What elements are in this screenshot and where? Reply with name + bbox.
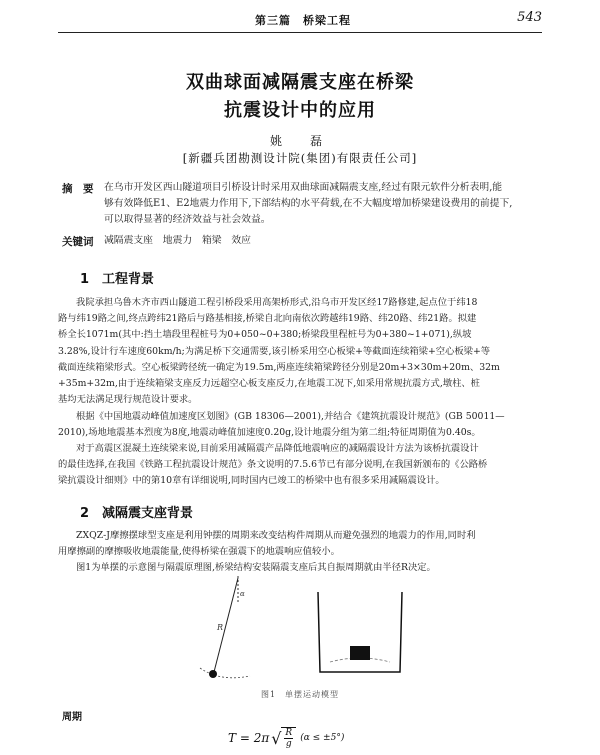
body-line: 对于高震区混凝土连续梁来说,目前采用减隔震产品降低地震响应的减隔震设计方法为该桥抗震设计 [76,443,479,454]
formula-denominator: g [285,739,292,749]
body-line: 梁抗震设计细则》中的第10章有详细说明,同时国内已竣工的桥梁中也有很多采用减隔震设计。 [58,475,445,486]
sqrt-icon: √ [271,728,282,748]
radius-label: R [217,623,224,632]
running-header [0,6,600,28]
body-line: 3.28%,设计行车速度60km/h;为满足桥下交通需要,该引桥采用空心板梁+等截面连续箱梁+空心板梁+等 [58,346,491,357]
sliding-mass [350,646,370,660]
swing-arc [200,668,250,678]
body-line: 图1为单摆的示意图与隔震原理图,桥梁结构安装隔震支座后其自振周期就由半径R决定。 [76,562,436,573]
isolator-diagram [318,592,402,672]
body-line: 用摩擦副的摩擦吸收地震能量,使得桥梁在强震下的地震响应值较小。 [58,546,340,557]
paper-title-line1: 双曲球面减隔震支座在桥梁 [186,72,414,93]
body-line: 截面连续箱梁形式。空心板梁跨径统一确定为19.5m,两座连续箱梁跨径分别是20m+3×30m+20m、32m [58,362,500,373]
body-line: 2010),场地地震基本烈度为8度,地震动峰值加速度0.20g,设计地震分组为第二组;特征周期值为0.40s。 [58,427,481,438]
figure-caption: 图1 单摆运动模型 [260,690,340,699]
abstract-line: 可以取得显著的经济效益与社会效益。 [104,214,271,225]
header-rule [58,32,542,33]
period-formula [228,724,344,752]
body-line: 的最佳选择,在我国《铁路工程抗震设计规范》条文说明的7.5.6节已有部分说明,在我国新颁布的《公路桥 [58,459,488,470]
keywords-text: 减隔震支座 地震力 箱梁 效应 [104,235,251,246]
abstract-label: 摘 要 [62,183,94,195]
abstract-line: 够有效降低E1、E2地震力作用下,下部结构的水平荷载,在不大幅度增加桥梁建设费用的前提下, [104,198,513,209]
pendulum-diagram [200,576,250,678]
keywords-label: 关键词 [62,236,94,248]
body-line: +35m+32m,由于连续箱梁支座反力远超空心板支座反力,在地震工况下,如采用常规抗震方式,墩柱、桩 [58,378,480,389]
paper-title-line2: 抗震设计中的应用 [224,100,376,121]
formula-fraction [281,727,296,749]
section2-heading: 2 减隔震支座背景 [80,506,194,521]
alpha-label: α [240,590,245,598]
chapter-header: 第三篇 桥梁工程 [255,14,351,27]
formula-numerator: R [285,728,293,738]
body-line: 根据《中国地震动峰值加速度区划图》(GB 18306—2001),并结合《建筑抗震设计规范》(GB 50011— [76,411,505,422]
body-line: ZXQZ-J摩擦摆球型支座是利用钟摆的周期来改变结构件周期从而避免强烈的地震力的作用,同时利 [76,530,476,541]
body-line: 桥全长1071m(其中:挡土墙段里程桩号为0+050~0+380;桥梁段里程桩号为0+380~1+071),纵坡 [58,329,472,340]
abstract-text [104,180,544,228]
pendulum-bob [209,670,217,678]
page-number: 543 [517,10,542,25]
body-line: 路与纬19路之间,终点跨纬21路后与路基相接,桥梁自北向南依次跨越纬19路、纬20路、纬21路。拟建 [58,313,477,324]
section1-heading: 1 工程背景 [80,272,155,287]
formula-condition: (α ≤ ±5°) [300,733,345,743]
body-line: 我院承担乌鲁木齐市西山隧道工程引桥段采用高架桥形式,沿乌市开发区经17路修建,起点位于纬18 [76,297,478,308]
period-label: 周期 [62,712,82,723]
abstract-line: 在乌市开发区西山隧道项目引桥设计时采用双曲球面减隔震支座,经过有限元软件分析表明,能 [104,182,503,193]
formula-lhs: T = 2π [228,731,270,745]
affiliation: [新疆兵团勘测设计院(集团)有限责任公司] [182,151,418,165]
author: 姚 磊 [269,134,330,148]
body-line: 基均无法满足现行规范设计要求。 [58,394,198,405]
figure-pendulum [180,572,420,684]
